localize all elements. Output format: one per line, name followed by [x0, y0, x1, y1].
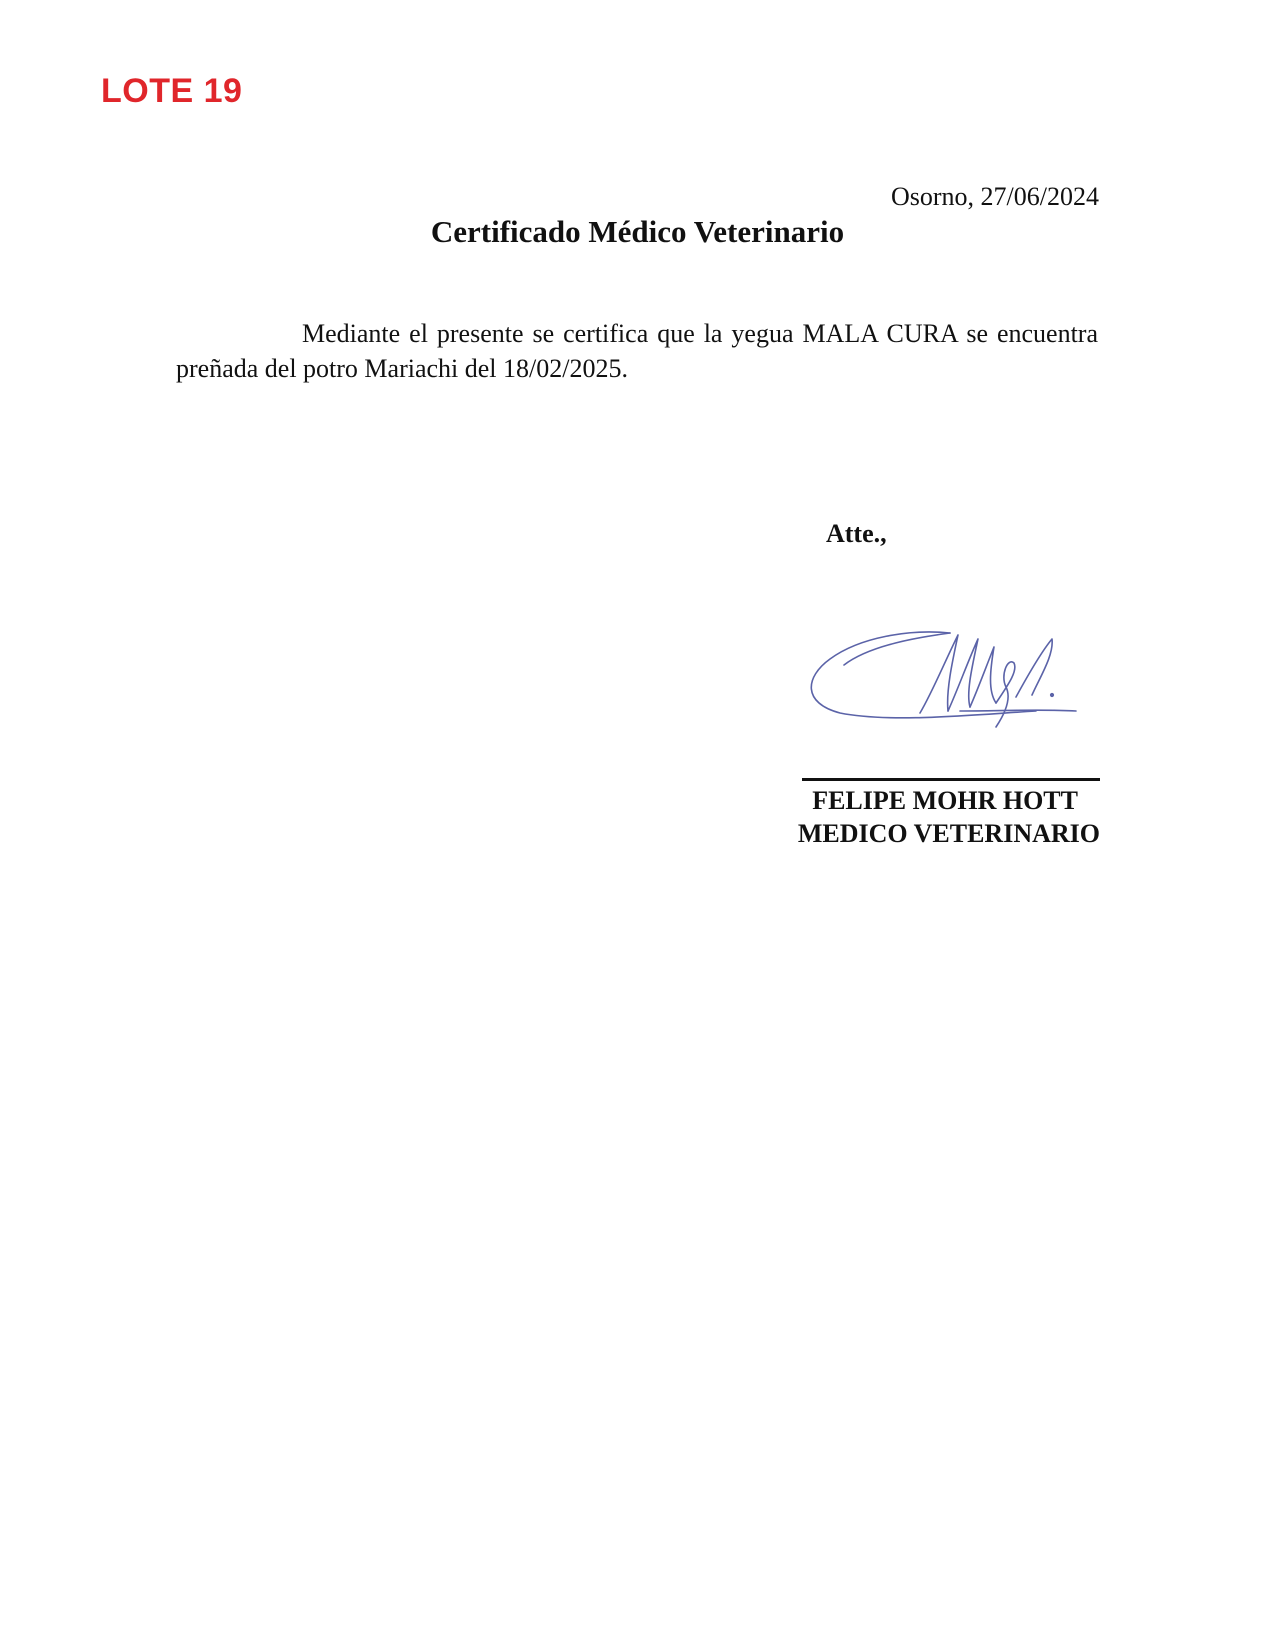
signature-stroke	[1016, 639, 1052, 697]
signature-stroke	[996, 662, 1015, 727]
closing-salutation: Atte.,	[826, 519, 887, 548]
signer-name: FELIPE MOHR HOTT	[812, 786, 1078, 815]
signature-stroke	[960, 710, 1076, 711]
place-date: Osorno, 27/06/2024	[891, 182, 1099, 211]
signature-stroke	[844, 633, 950, 665]
signer-role: MEDICO VETERINARIO	[797, 819, 1100, 848]
signature-dot	[1051, 694, 1054, 697]
document-title: Certificado Médico Veterinario	[430, 214, 845, 249]
certificate-body: Mediante el presente se certifica que la yegua MALA CURA se encuentra preñada del potro Mariachi del 18/02/2025.	[176, 319, 1098, 383]
signature-line	[802, 778, 1100, 781]
lot-label: LOTE 19	[101, 72, 243, 110]
handwritten-signature	[800, 615, 1100, 745]
signer-block	[700, 784, 1100, 850]
